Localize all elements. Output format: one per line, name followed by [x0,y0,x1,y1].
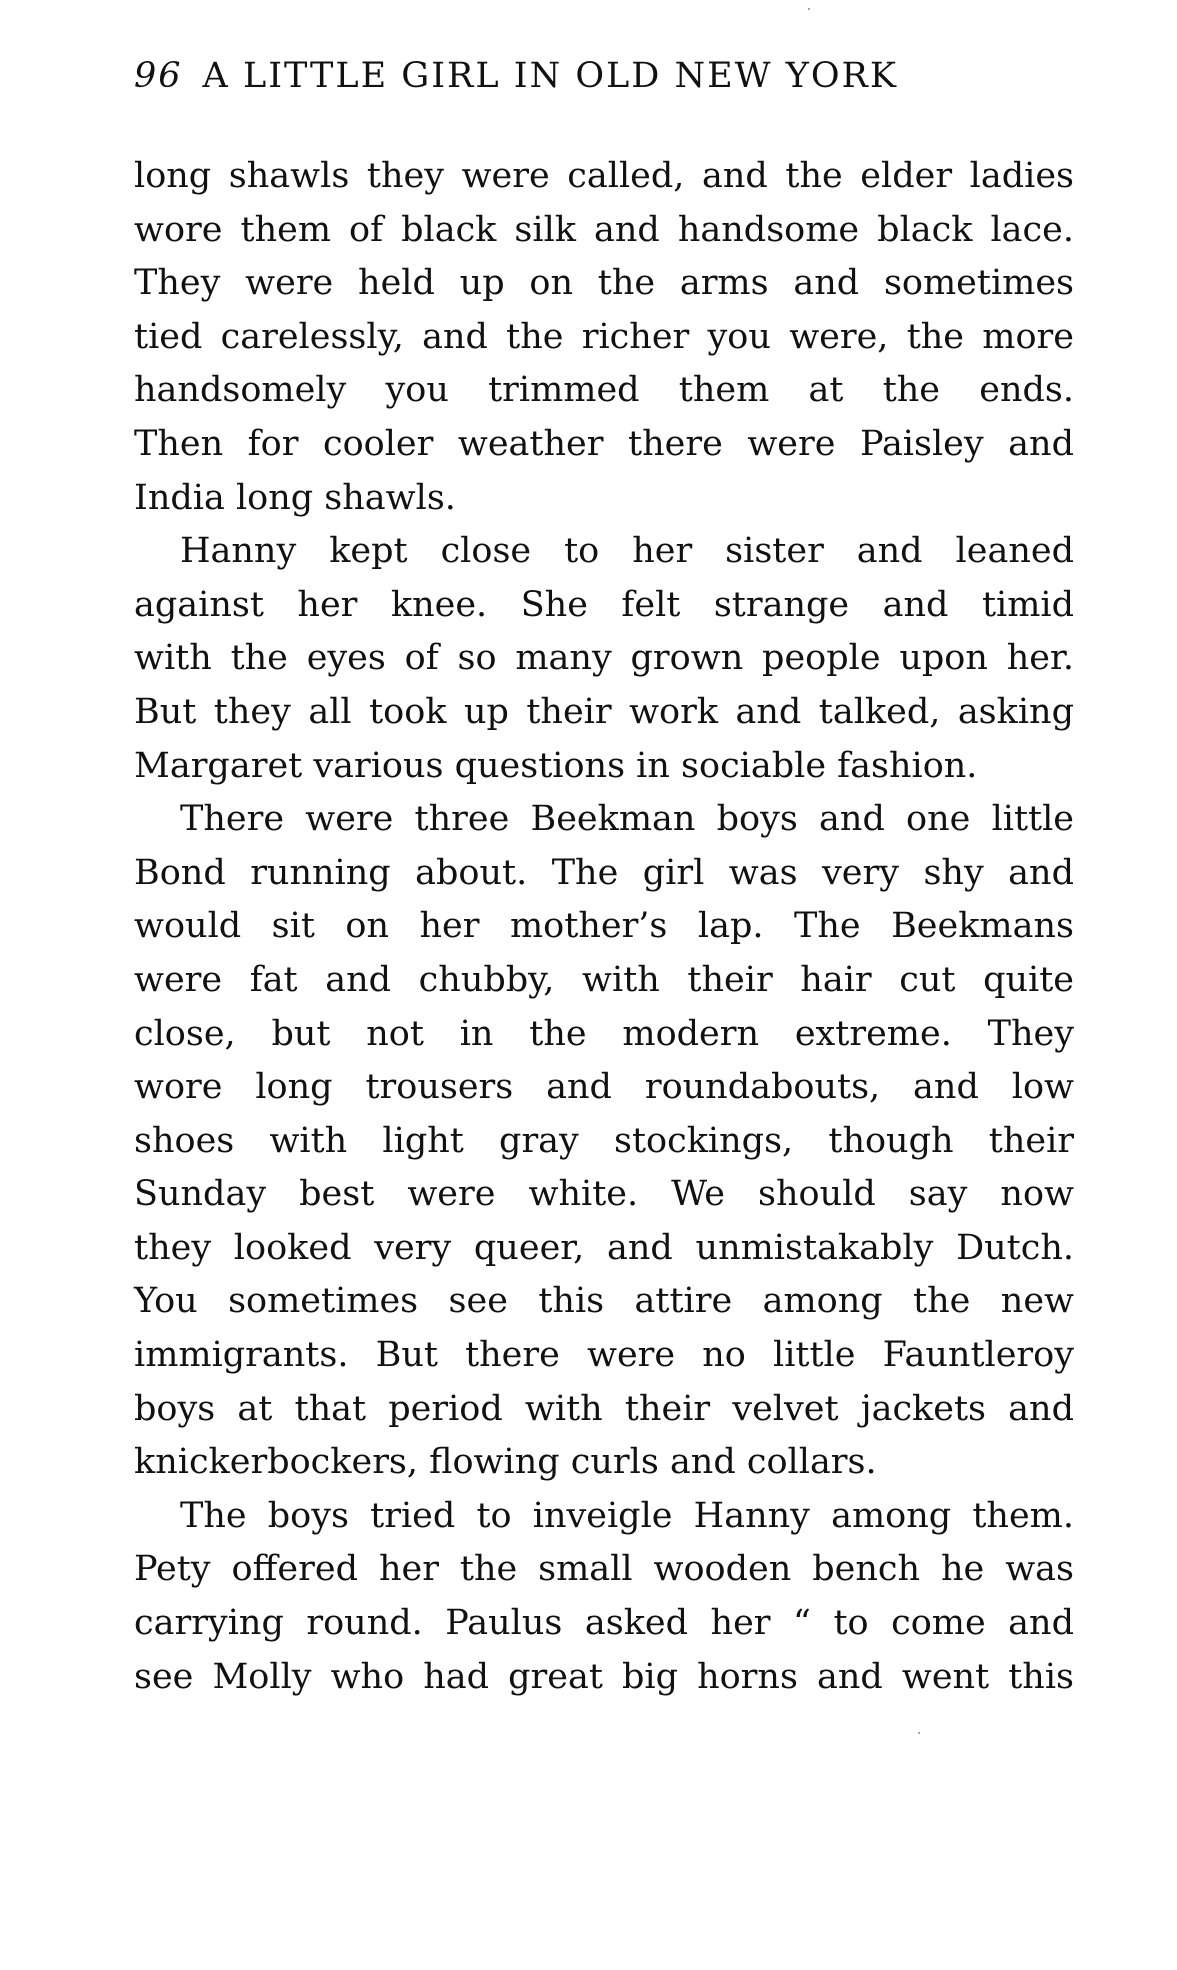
text-line: shoes with light gray stockings, though their [134,1120,1074,1161]
text-line: were fat and chubby, with their hair cut quite [134,959,1074,1000]
text-line: see Molly who had great big horns and went this [134,1656,1074,1697]
text-line: boys at that period with their velvet jackets and [134,1388,1074,1429]
paper-speck [918,1732,920,1734]
text-line: wore them of black silk and handsome black lace. [134,209,1074,250]
paragraph-2 [134,525,1074,793]
text-line: with the eyes of so many grown people upon her. [134,638,1074,679]
text-line: against her knee. She felt strange and timid [134,584,1074,625]
text-line: The boys tried to inveigle Hanny among them. [180,1495,1074,1536]
body-text [134,150,1074,1704]
text-line: Then for cooler weather there were Paisley and [134,423,1074,464]
text-line: They were held up on the arms and sometimes [134,263,1074,304]
text-line: they looked very queer, and unmistakably Dutch. [134,1227,1074,1268]
text-line: carrying round. Paulus asked her “ to come and [134,1603,1074,1644]
text-line: would sit on her mother’s lap. The Beekmans [134,906,1074,947]
text-line: Bond running about. The girl was very shy and [134,852,1074,893]
page-header [134,56,1054,108]
text-line: There were three Beekman boys and one little [180,799,1074,840]
text-line: Hanny kept close to her sister and leaned [180,531,1074,572]
text-line: Margaret various questions in sociable fashion. [134,745,978,786]
text-line: But they all took up their work and talked, asking [134,691,1074,732]
text-line: Sunday best were white. We should say now [134,1174,1074,1215]
text-line: tied carelessly, and the richer you were, the more [134,316,1074,357]
text-line: wore long trousers and roundabouts, and low [134,1067,1074,1108]
paper-speck [808,8,810,10]
text-line: long shawls they were called, and the elder ladies [134,156,1074,196]
text-line: Pety offered her the small wooden bench he was [134,1549,1074,1590]
paragraph-3 [134,793,1074,1490]
paragraph-1 [134,150,1074,525]
text-line: You sometimes see this attire among the new [134,1281,1074,1322]
text-line: close, but not in the modern extreme. They [134,1013,1074,1054]
text-line: knickerbockers, flowing curls and collars. [134,1442,877,1483]
paragraph-4 [134,1490,1074,1704]
text-line: immigrants. But there were no little Fauntleroy [134,1335,1074,1376]
running-title: A LITTLE GIRL IN OLD NEW YORK [202,56,899,96]
text-line: handsomely you trimmed them at the ends. [134,370,1074,411]
page-number: 96 [134,56,183,96]
text-line: India long shawls. [134,477,456,518]
